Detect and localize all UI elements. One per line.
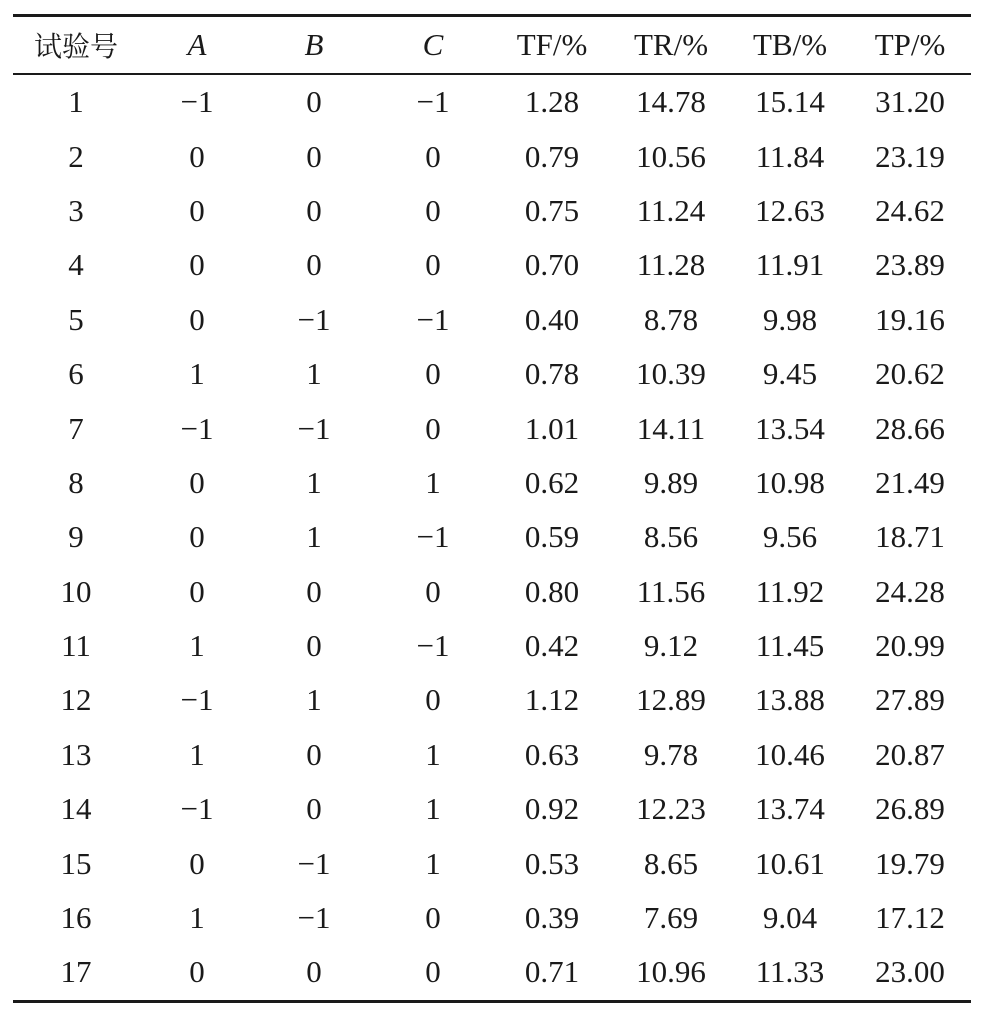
cell-factor-c: −1 xyxy=(416,519,450,555)
cell-tb: 13.74 xyxy=(755,791,825,827)
cell-tf: 0.79 xyxy=(524,138,580,174)
cell-tb: 13.54 xyxy=(755,410,825,446)
cell-trial-number: 3 xyxy=(68,192,84,228)
cell-factor-c: 0 xyxy=(425,573,441,609)
cell-factor-c: 1 xyxy=(425,464,441,500)
cell-tr: 9.78 xyxy=(643,736,699,772)
cell-factor-c: −1 xyxy=(416,628,450,664)
cell-factor-c: 1 xyxy=(425,791,441,827)
cell-tp: 31.20 xyxy=(875,84,945,120)
cell-tr: 12.23 xyxy=(636,791,706,827)
cell-tf: 0.63 xyxy=(524,736,580,772)
cell-factor-a: 0 xyxy=(189,573,205,609)
cell-factor-a: 1 xyxy=(189,736,205,772)
cell-trial-number: 5 xyxy=(68,301,84,337)
cell-tb: 9.98 xyxy=(762,301,818,337)
cell-tf: 0.78 xyxy=(524,356,580,392)
table-row xyxy=(13,129,971,183)
cell-tf: 1.28 xyxy=(524,84,580,120)
cell-tb: 11.92 xyxy=(755,573,825,609)
cell-tp: 20.99 xyxy=(875,628,945,664)
cell-factor-a: 0 xyxy=(189,138,205,174)
cell-tr: 9.89 xyxy=(643,464,699,500)
cell-tr: 10.96 xyxy=(636,954,706,990)
cell-factor-b: 1 xyxy=(306,356,322,392)
cell-factor-b: −1 xyxy=(297,900,331,936)
table-row xyxy=(13,456,971,510)
cell-tr: 12.89 xyxy=(636,682,706,718)
cell-trial-number: 1 xyxy=(68,84,84,120)
cell-factor-a: 0 xyxy=(189,247,205,283)
cell-tb: 12.63 xyxy=(755,192,825,228)
cell-tf: 1.12 xyxy=(524,682,580,718)
cell-factor-c: 0 xyxy=(425,138,441,174)
cell-factor-b: 0 xyxy=(306,628,322,664)
header-trial-number: 试验号 xyxy=(33,30,118,63)
cell-tf: 0.39 xyxy=(524,900,580,936)
table-header xyxy=(13,16,971,75)
cell-factor-c: 0 xyxy=(425,900,441,936)
header-tf: TF/% xyxy=(516,27,588,62)
cell-factor-a: 0 xyxy=(189,519,205,555)
cell-trial-number: 11 xyxy=(61,628,91,664)
cell-factor-a: −1 xyxy=(180,84,214,120)
cell-trial-number: 16 xyxy=(60,900,92,936)
cell-trial-number: 15 xyxy=(60,845,92,881)
table-row xyxy=(13,728,971,782)
table-row xyxy=(13,347,971,401)
cell-tb: 11.33 xyxy=(755,954,825,990)
cell-factor-c: 0 xyxy=(425,356,441,392)
cell-tf: 0.92 xyxy=(524,791,580,827)
cell-tp: 27.89 xyxy=(875,682,945,718)
experiment-table-container xyxy=(13,14,971,1003)
table-row xyxy=(13,782,971,836)
cell-tb: 11.45 xyxy=(755,628,825,664)
cell-factor-b: 0 xyxy=(306,573,322,609)
table-row xyxy=(13,945,971,1001)
cell-factor-b: 0 xyxy=(306,84,322,120)
cell-factor-b: 0 xyxy=(306,736,322,772)
cell-factor-a: 1 xyxy=(189,356,205,392)
cell-factor-b: 0 xyxy=(306,954,322,990)
cell-factor-c: 0 xyxy=(425,247,441,283)
cell-factor-c: 0 xyxy=(425,410,441,446)
cell-factor-b: 1 xyxy=(306,519,322,555)
cell-tf: 0.71 xyxy=(524,954,580,990)
cell-trial-number: 13 xyxy=(60,736,92,772)
cell-tp: 28.66 xyxy=(875,410,945,446)
cell-tp: 20.87 xyxy=(875,736,945,772)
cell-tr: 10.56 xyxy=(636,138,706,174)
cell-tf: 0.59 xyxy=(524,519,580,555)
cell-tb: 10.46 xyxy=(755,736,825,772)
cell-factor-b: 1 xyxy=(306,464,322,500)
cell-tr: 14.11 xyxy=(636,410,706,446)
header-factor-b: B xyxy=(304,27,324,62)
cell-tr: 8.56 xyxy=(643,519,699,555)
table-row xyxy=(13,891,971,945)
cell-factor-b: 1 xyxy=(306,682,322,718)
cell-trial-number: 4 xyxy=(68,247,84,283)
table-row xyxy=(13,673,971,727)
cell-factor-c: 0 xyxy=(425,954,441,990)
cell-tr: 9.12 xyxy=(643,628,699,664)
cell-factor-c: 1 xyxy=(425,845,441,881)
header-factor-a: A xyxy=(187,27,207,62)
cell-factor-a: 0 xyxy=(189,301,205,337)
header-factor-c: C xyxy=(422,27,444,62)
cell-factor-c: 0 xyxy=(425,682,441,718)
cell-factor-b: −1 xyxy=(297,410,331,446)
cell-tp: 19.16 xyxy=(875,301,945,337)
table-row xyxy=(13,401,971,455)
cell-tr: 10.39 xyxy=(636,356,706,392)
cell-tb: 13.88 xyxy=(755,682,825,718)
cell-tb: 9.04 xyxy=(762,900,818,936)
cell-trial-number: 8 xyxy=(68,464,84,500)
cell-trial-number: 9 xyxy=(68,519,84,555)
cell-tp: 18.71 xyxy=(875,519,945,555)
table-row xyxy=(13,238,971,292)
cell-tf: 1.01 xyxy=(524,410,580,446)
cell-factor-a: −1 xyxy=(180,682,214,718)
cell-tp: 23.89 xyxy=(875,247,945,283)
cell-tb: 15.14 xyxy=(755,84,825,120)
cell-trial-number: 12 xyxy=(60,682,92,718)
cell-tp: 19.79 xyxy=(875,845,945,881)
cell-tp: 26.89 xyxy=(875,791,945,827)
cell-factor-a: 1 xyxy=(189,628,205,664)
cell-tf: 0.40 xyxy=(524,301,580,337)
table-body xyxy=(13,74,971,1001)
table-row xyxy=(13,293,971,347)
cell-factor-c: 1 xyxy=(425,736,441,772)
cell-factor-c: −1 xyxy=(416,84,450,120)
cell-tb: 11.91 xyxy=(755,247,825,283)
cell-factor-a: −1 xyxy=(180,791,214,827)
cell-factor-c: −1 xyxy=(416,301,450,337)
table-row xyxy=(13,510,971,564)
header-tr: TR/% xyxy=(633,27,709,62)
cell-tp: 23.19 xyxy=(875,138,945,174)
cell-tf: 0.80 xyxy=(524,573,580,609)
cell-trial-number: 17 xyxy=(60,954,92,990)
cell-tf: 0.62 xyxy=(524,464,580,500)
cell-factor-a: 0 xyxy=(189,464,205,500)
table-row xyxy=(13,565,971,619)
cell-factor-b: 0 xyxy=(306,192,322,228)
cell-factor-b: −1 xyxy=(297,845,331,881)
cell-factor-c: 0 xyxy=(425,192,441,228)
cell-factor-a: 0 xyxy=(189,845,205,881)
cell-tr: 7.69 xyxy=(643,900,699,936)
header-row xyxy=(13,16,971,75)
cell-tb: 9.45 xyxy=(762,356,818,392)
cell-tr: 11.56 xyxy=(636,573,706,609)
cell-tr: 14.78 xyxy=(636,84,706,120)
cell-factor-b: 0 xyxy=(306,247,322,283)
cell-tf: 0.53 xyxy=(524,845,580,881)
cell-tr: 11.24 xyxy=(636,192,706,228)
cell-tb: 11.84 xyxy=(755,138,825,174)
cell-tb: 10.98 xyxy=(755,464,825,500)
cell-factor-a: 0 xyxy=(189,192,205,228)
cell-trial-number: 6 xyxy=(68,356,84,392)
table-row xyxy=(13,619,971,673)
cell-factor-a: −1 xyxy=(180,410,214,446)
cell-tp: 24.28 xyxy=(875,573,945,609)
header-tb: TB/% xyxy=(752,27,828,62)
cell-tr: 8.65 xyxy=(643,845,699,881)
cell-tf: 0.75 xyxy=(524,192,580,228)
cell-tb: 9.56 xyxy=(762,519,818,555)
cell-tp: 24.62 xyxy=(875,192,945,228)
cell-trial-number: 14 xyxy=(60,791,92,827)
cell-trial-number: 7 xyxy=(68,410,84,446)
cell-factor-b: 0 xyxy=(306,791,322,827)
table-row xyxy=(13,836,971,890)
cell-tp: 21.49 xyxy=(875,464,945,500)
cell-trial-number: 10 xyxy=(60,573,92,609)
cell-tp: 20.62 xyxy=(875,356,945,392)
cell-factor-a: 0 xyxy=(189,954,205,990)
cell-tr: 11.28 xyxy=(636,247,706,283)
cell-tf: 0.42 xyxy=(524,628,580,664)
table-row xyxy=(13,184,971,238)
cell-factor-b: −1 xyxy=(297,301,331,337)
cell-factor-b: 0 xyxy=(306,138,322,174)
cell-factor-a: 1 xyxy=(189,900,205,936)
experiment-table xyxy=(13,14,971,1003)
cell-tb: 10.61 xyxy=(755,845,825,881)
cell-tr: 8.78 xyxy=(643,301,699,337)
cell-tf: 0.70 xyxy=(524,247,580,283)
table-row xyxy=(13,74,971,129)
cell-tp: 17.12 xyxy=(875,900,945,936)
cell-trial-number: 2 xyxy=(68,138,84,174)
cell-tp: 23.00 xyxy=(875,954,945,990)
header-tp: TP/% xyxy=(874,27,946,62)
